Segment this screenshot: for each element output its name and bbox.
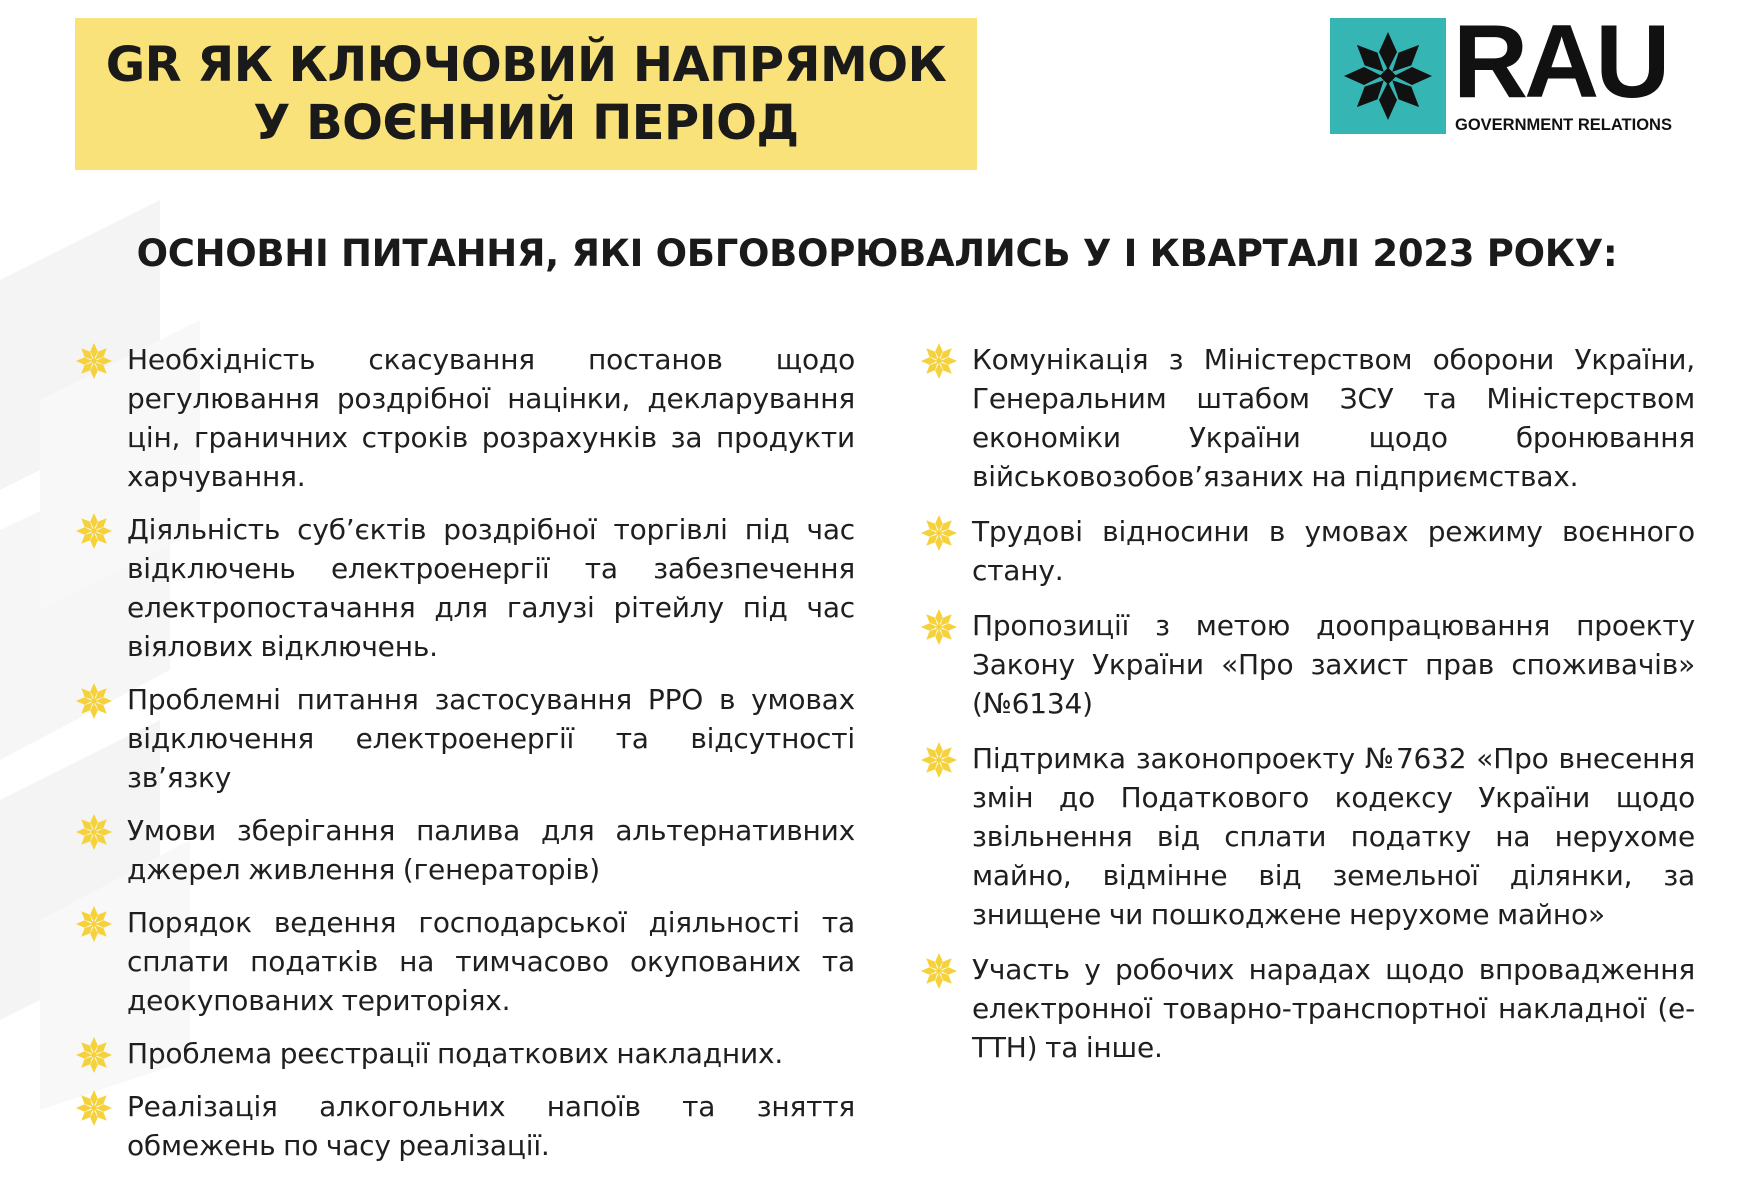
item-text: Порядок ведення господарської діяльності та сплати податків на тимчасово окупованих та деокупованих територіях.: [127, 906, 855, 1017]
list-item: [920, 340, 1695, 496]
item-text: Діяльність суб’єктів роздрібної торгівлі під час відключень електроенергії та забезпечення електропостачання для галузі рітейлу під час віялових відключень.: [127, 513, 855, 663]
star-bullet-icon: [75, 512, 113, 550]
title-banner: [75, 18, 977, 170]
item-text: Реалізація алкогольних напоїв та зняття обмежень по часу реалізації.: [127, 1090, 855, 1162]
list-item: [75, 811, 855, 889]
list-item: [920, 512, 1695, 590]
list-item: [920, 739, 1695, 934]
item-text: Необхідність скасування постанов щодо регулювання роздрібної націнки, декларування цін, граничних строків розрахунків за продукти харчування.: [127, 343, 855, 493]
title-line-2: У ВОЄННИЙ ПЕРІОД: [253, 95, 799, 151]
star-bullet-icon: [75, 682, 113, 720]
star-bullet-icon: [75, 1089, 113, 1127]
list-item: [75, 510, 855, 666]
item-text: Підтримка законопроекту №7632 «Про внесення змін до Податкового кодексу України щодо звільнення від сплати податку на нерухоме майно, відмінне від земельної ділянки, за знищене чи пошкоджене нерухоме майно»: [972, 742, 1695, 931]
star-bullet-icon: [75, 813, 113, 851]
star-bullet-icon: [920, 608, 958, 646]
section-heading: ОСНОВНІ ПИТАННЯ, ЯКІ ОБГОВОРЮВАЛИСЬ У І КВАРТАЛІ 2023 РОКУ:: [136, 232, 1618, 275]
list-item: [75, 903, 855, 1020]
logo-wordmark: RAU: [1453, 4, 1667, 120]
star-bullet-icon: [920, 952, 958, 990]
star-ornament-icon: [1330, 18, 1446, 134]
item-text: Проблема реєстрації податкових накладних.: [127, 1037, 784, 1070]
left-issues-list: [75, 340, 855, 1179]
item-text: Участь у робочих нарадах щодо впровадження електронної товарно-транспортної накладної (е-ТТН) та інше.: [972, 953, 1695, 1064]
star-bullet-icon: [920, 342, 958, 380]
item-text: Трудові відносини в умовах режиму воєнного стану.: [972, 515, 1695, 587]
star-bullet-icon: [75, 905, 113, 943]
list-item: [75, 680, 855, 797]
item-text: Проблемні питання застосування РРО в умовах відключення електроенергії та відсутності зв’язку: [127, 683, 855, 794]
list-item: [75, 1034, 855, 1073]
list-item: [920, 606, 1695, 723]
list-item: [920, 950, 1695, 1067]
star-bullet-icon: [920, 514, 958, 552]
star-bullet-icon: [75, 1036, 113, 1074]
star-bullet-icon: [920, 741, 958, 779]
item-text: Умови зберігання палива для альтернативних джерел живлення (генераторів): [127, 814, 855, 886]
right-issues-list: [920, 340, 1695, 1083]
list-item: [75, 340, 855, 496]
logo-subtitle: GOVERNMENT RELATIONS: [1455, 116, 1672, 134]
item-text: Комунікація з Міністерством оборони України, Генеральним штабом ЗСУ та Міністерством економіки України щодо бронювання військовозобов’язаних на підприємствах.: [972, 343, 1695, 493]
rau-logo: [1330, 4, 1695, 136]
item-text: Пропозиції з метою доопрацювання проекту Закону України «Про захист прав споживачів» (№6134): [972, 609, 1695, 720]
title-line-1: GR ЯК КЛЮЧОВИЙ НАПРЯМОК: [105, 37, 947, 93]
star-bullet-icon: [75, 342, 113, 380]
list-item: [75, 1087, 855, 1165]
